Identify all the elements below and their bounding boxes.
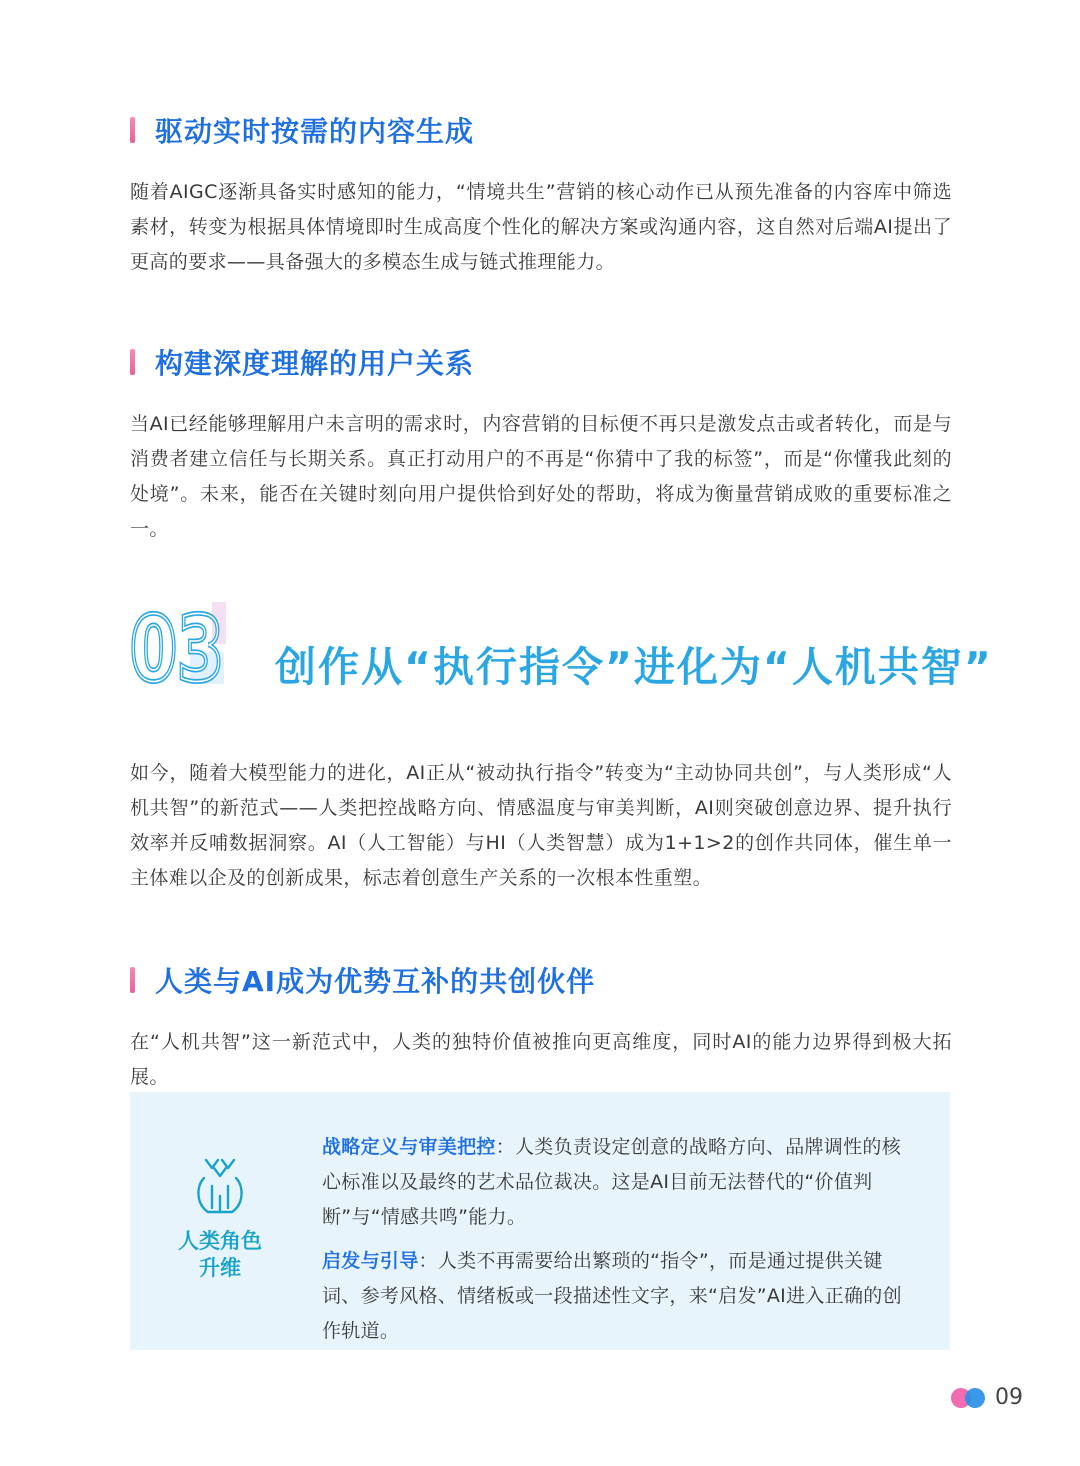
section-title: 人类与AI成为优势互补的共创伙伴: [155, 965, 596, 998]
heading-accent-bar: [130, 117, 135, 143]
section-paragraph: 随着AIGC逐渐具备实时感知的能力，“情境共生”营销的核心动作已从预先准备的内容库中筛选素材，转变为根据具体情境即时生成高度个性化的解决方案或沟通内容，这自然对后端AI提出了更高的要求——具备强大的多模态生成与链式推理能力。: [130, 181, 952, 273]
callout-box: [130, 1092, 950, 1350]
section-paragraph: 当AI已经能够理解用户未言明的需求时，内容营销的目标便不再只是激发点击或者转化，而是与消费者建立信任与长期关系。真正打动用户的不再是“你猜中了我的标签”，而是“你懂我此刻的处境”。未来，能否在关键时刻向用户提供恰到好处的帮助，将成为衡量营销成败的重要标准之一。: [130, 413, 952, 540]
page-number: 09: [995, 1385, 1023, 1410]
section-title: 构建深度理解的用户关系: [155, 347, 475, 380]
chapter-number: [130, 600, 230, 690]
callout-item-keyword: 启发与引导: [322, 1250, 419, 1272]
human-upgrade-icon: [192, 1156, 248, 1216]
heading-accent-bar: [130, 967, 135, 993]
callout-label: [170, 1228, 270, 1282]
callout-label-line2: 升维: [199, 1256, 241, 1280]
callout-item-keyword: 战略定义与审美把控: [322, 1136, 496, 1158]
chapter-intro: 如今，随着大模型能力的进化，AI正从“被动执行指令”转变为“主动协同共创”，与人类形成“人机共智”的新范式——人类把控战略方向、情感温度与审美判断，AI则突破创意边界、提升执行效率并反哺数据洞察。AI（人工智能）与HI（人类智慧）成为1+1>2的创作共同体，催生单一主体难以企及的创新成果，标志着创意生产关系的一次根本性重塑。: [130, 762, 952, 889]
section-heading-1: [130, 112, 474, 148]
callout-item-text: ：人类负责设定创意的战略方向、品牌调性的核心标准以及最终的艺术品位裁决。这是AI目前无法替代的“价值判断”与“情感共鸣”能力。: [322, 1136, 902, 1228]
heading-accent-bar: [130, 349, 135, 375]
callout-item: [322, 1244, 912, 1349]
section-title: 驱动实时按需的内容生成: [155, 115, 475, 148]
page-dots-logo: [950, 1387, 988, 1409]
callout-item: [322, 1130, 912, 1235]
section-heading-3: [130, 962, 595, 998]
chapter-title: 创作从“执行指令”进化为“人机共智”: [275, 643, 993, 691]
callout-item-text: ：人类不再需要给出繁琐的“指令”，而是通过提供关键词、参考风格、情绪板或一段描述性文字，来“启发”AI进入正确的创作轨道。: [322, 1250, 902, 1342]
callout-label-line1: 人类角色: [178, 1229, 262, 1253]
section-paragraph: 在“人机共智”这一新范式中，人类的独特价值被推向更高维度，同时AI的能力边界得到极大拓展。: [130, 1031, 952, 1088]
section-heading-2: [130, 344, 474, 380]
chapter-number-inline: 03: [130, 600, 224, 690]
chapter-number-text: 03: [130, 600, 224, 690]
